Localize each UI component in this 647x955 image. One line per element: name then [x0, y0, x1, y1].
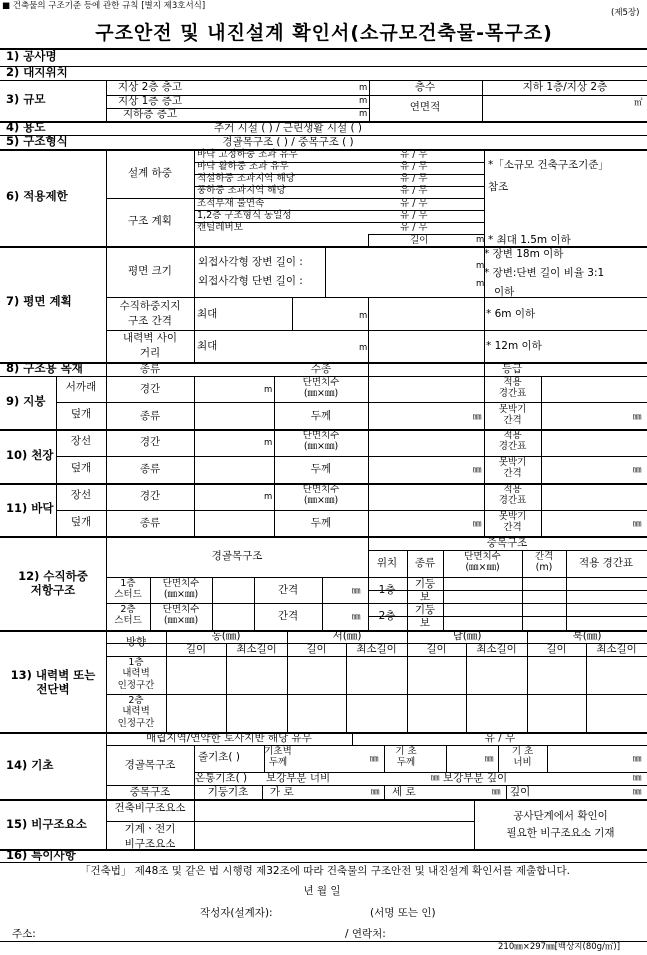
limit-row-yesno[interactable]: 유 / 무 — [400, 173, 428, 184]
total-area-label: 연면적 — [409, 101, 441, 113]
nonstructural-note: 공사단계에서 확인이 필요한 비구조요소 기재 — [506, 810, 615, 839]
min-length-header: 최소길이 — [236, 643, 277, 655]
above1-height-label: 지상 1층 층고 — [117, 95, 183, 107]
min-length-header: 최소길이 — [596, 643, 637, 655]
east-header: 동(㎜) — [211, 630, 241, 642]
divider — [325, 246, 326, 297]
section-floor-label: 11) 바닥 — [6, 501, 54, 515]
limit-row-label: 풍하중 조과지역 해당 — [197, 185, 286, 196]
divider — [106, 732, 107, 799]
limit-row-yesno[interactable]: 유 / 무 — [400, 210, 428, 221]
unit-mm: ㎜ — [633, 754, 642, 764]
section-use-label: 4) 용도 — [6, 120, 46, 134]
divider — [407, 550, 408, 630]
divider — [106, 785, 647, 786]
divider — [446, 745, 447, 772]
divider — [0, 799, 647, 801]
limit-note-1: *「소규모 건축구조기준」 — [488, 159, 609, 171]
divider — [56, 402, 647, 403]
unit-m: m — [359, 96, 368, 106]
limit-row-yesno[interactable]: 유 / 무 — [400, 149, 428, 160]
floor2-label: 2층 — [378, 610, 396, 622]
limit-row-yesno[interactable]: 유 / 무 — [400, 185, 428, 196]
stud1-label: 1층 스터드 — [114, 578, 142, 601]
section-size-label: 단면치수 (㎜×㎜) — [302, 377, 340, 400]
divider — [368, 234, 369, 246]
section-foundation-label: 14) 기초 — [6, 758, 54, 772]
unit-mm: ㎜ — [485, 754, 494, 764]
unit-mm: ㎜ — [492, 787, 501, 797]
soft-soil-label: 매립지역/연약한 토사지반 해당 유무 — [146, 732, 312, 744]
heavy-timber-foundation-label: 중목구조 — [129, 786, 171, 798]
unit-m: m — [359, 83, 368, 93]
divider — [368, 536, 369, 630]
unit-m: m — [264, 438, 273, 448]
stud2-section-label: 단면치수 (㎜×㎜) — [162, 604, 200, 627]
thickness-label: 두께 — [310, 517, 332, 529]
floor-joist-label: 장선 — [70, 489, 92, 501]
floor-cover-label: 덮개 — [70, 516, 92, 528]
divider — [0, 732, 647, 734]
applied-span-label: 적용 경간표 — [498, 484, 527, 507]
unit-mm: ㎜ — [633, 773, 642, 783]
section-plan-label: 7) 평면 계획 — [6, 294, 72, 308]
divider — [254, 577, 255, 630]
divider — [194, 772, 647, 773]
length-header: 길이 — [306, 643, 327, 655]
unit-m: m — [476, 279, 485, 289]
stud2-label: 2층 스터드 — [114, 604, 142, 627]
west-header: 서(㎜) — [332, 630, 362, 642]
beam-label: 보 — [419, 591, 431, 603]
section-site-location-label: 2) 대지위치 — [6, 65, 68, 79]
beam-label: 보 — [419, 617, 431, 629]
unit-mm: ㎜ — [371, 787, 380, 797]
type-header: 종류 — [414, 557, 436, 569]
wall-thickness-label: 기초벽 두께 — [264, 746, 292, 769]
nail-spacing-label: 못박기 간격 — [498, 511, 527, 534]
reinforce-depth-label: 보강부분 깊이 — [443, 772, 508, 784]
submission-statement: 「건축법」 제48조 및 같은 법 시행령 제32조에 따라 건축물의 구조안전 및 내진설계 확인서를 제출합니다. — [79, 865, 571, 877]
divider — [106, 80, 107, 121]
unit-mm: ㎜ — [352, 612, 361, 622]
spacing-m-header: 간격 (m) — [534, 551, 554, 574]
light-frame-label: 경골목구조 — [211, 550, 263, 562]
type-label: 종류 — [139, 410, 161, 422]
section-lumber-label: 8) 구조용 목재 — [6, 361, 83, 375]
south-header: 남(㎜) — [452, 630, 482, 642]
divider — [541, 376, 542, 536]
unit-m: m — [264, 492, 273, 502]
limit-row-label: 적설하중 조과지역 해당 — [197, 173, 295, 184]
short-side-label: 외접사각형 단변 길이 : — [198, 275, 303, 287]
section-size-label: 단면치수 (㎜×㎜) — [302, 484, 340, 507]
divider — [0, 630, 647, 632]
author-label: 작성자(설계자): — [200, 907, 273, 919]
depth-label: 깊이 — [510, 786, 531, 798]
light-frame-foundation-label: 경골목구조 — [124, 759, 176, 771]
lumber-type-header: 종류 — [139, 363, 161, 375]
limit-row-yesno[interactable]: 유 / 무 — [400, 198, 428, 209]
divider — [106, 95, 647, 96]
applied-span-label: 적용 경간표 — [498, 377, 527, 400]
span-label: 경간 — [139, 490, 161, 502]
unit-m: m — [264, 385, 273, 395]
limit-row-label: 바닥 고정하중 조과 유무 — [197, 149, 298, 160]
divider — [482, 80, 483, 121]
limit-row-label: 바닥 활하중 조과 유무 — [197, 161, 289, 172]
divider — [194, 799, 195, 849]
floors-value: 지하 1층/지상 2층 — [522, 81, 608, 93]
divider — [368, 362, 369, 536]
stud1-section-label: 단면치수 (㎜×㎜) — [162, 578, 200, 601]
length-header: 길이 — [546, 643, 567, 655]
footing-width-label: 기 초 너비 — [511, 746, 534, 769]
structural-plan-label: 구조 계획 — [128, 215, 172, 227]
section-vertical-load-label: 12) 수직하중 저항구조 — [18, 569, 88, 598]
lumber-species-header: 수종 — [310, 363, 332, 375]
unit-m: m — [476, 235, 485, 245]
vertical-spacing-label: 수직하중지지 구조 간격 — [119, 300, 181, 328]
limit-row-yesno[interactable]: 유 / 무 — [400, 161, 428, 172]
wall-spacing-label: 내력벽 사이 거리 — [122, 332, 178, 360]
stud1-spacing-label: 간격 — [277, 584, 299, 596]
divider — [506, 785, 507, 799]
length-header: 길이 — [426, 643, 447, 655]
divider — [56, 510, 647, 511]
plan-note-ratio-2: 이하 — [494, 286, 515, 298]
arch-nonstructural-label: 건축비구조요소 — [114, 802, 186, 814]
basement-height-label: 지하층 층고 — [122, 108, 178, 120]
divider — [0, 149, 647, 151]
type-label: 종류 — [139, 517, 161, 529]
divider — [547, 745, 548, 772]
thickness-label: 두께 — [310, 410, 332, 422]
divider — [194, 376, 195, 536]
thickness-label: 두께 — [310, 463, 332, 475]
contact-label: / 연락처: — [345, 928, 386, 940]
limit-row-label: 캔틸레버보 — [197, 222, 243, 233]
direction-label: 방향 — [125, 636, 147, 648]
plan-note-long: * 장변 18m 이하 — [484, 248, 564, 260]
north-header: 북(㎜) — [572, 630, 602, 642]
limit-row-label: 조적부재 불연속 — [197, 198, 265, 209]
section-structure-type-label: 5) 구조형식 — [6, 134, 68, 148]
divider — [56, 456, 647, 457]
ceiling-joist-label: 장선 — [70, 435, 92, 447]
section-ceiling-label: 10) 천장 — [6, 448, 54, 462]
unit-mm: ㎜ — [633, 519, 642, 529]
limit-row-yesno[interactable]: 유 / 무 — [400, 222, 428, 233]
divider — [384, 785, 385, 799]
divider — [566, 550, 567, 630]
design-load-label: 설계 하중 — [128, 167, 172, 179]
plan-note-12m: * 12m 이하 — [486, 340, 542, 352]
divider — [106, 362, 107, 536]
divider — [226, 643, 227, 732]
above2-height-label: 지상 2층 층고 — [117, 81, 183, 93]
floors-label: 층수 — [414, 81, 436, 93]
divider — [262, 785, 263, 799]
unit-m2: ㎡ — [634, 98, 643, 108]
span-label: 경간 — [139, 436, 161, 448]
divider — [0, 66, 647, 67]
paper-spec: 210㎜×297㎜[백상지(80g/㎡)] — [498, 942, 621, 952]
section-bearing-wall-label: 13) 내력벽 또는 전단벽 — [10, 668, 96, 697]
divider — [292, 297, 293, 330]
section-size-label: 단면치수 (㎜×㎜) — [302, 430, 340, 453]
nail-spacing-label: 못박기 간격 — [498, 457, 527, 480]
limit-row-label: 1,2층 구조형식 동일성 — [197, 210, 292, 221]
unit-m: m — [359, 109, 368, 119]
unit-m: m — [476, 261, 485, 271]
divider — [322, 577, 323, 630]
unit-m: m — [359, 311, 368, 321]
page-label: (제5장) — [611, 8, 640, 18]
use-options[interactable]: 주거 시설 ( ) / 근린생활 시설 ( ) — [213, 122, 363, 134]
divider — [484, 149, 485, 246]
long-side-label: 외접사각형 장변 길이 : — [198, 256, 303, 268]
vertical-label: 세 로 — [392, 786, 416, 798]
signature-label[interactable]: (서명 또는 인) — [370, 907, 436, 919]
section-project-name-label: 1) 공사명 — [6, 49, 57, 63]
structure-type-options[interactable]: 경골목구조 ( ) / 중목구조 ( ) — [222, 136, 354, 148]
limit-note-3: * 최대 1.5m 이하 — [488, 234, 571, 246]
unit-mm: ㎜ — [431, 773, 440, 783]
divider — [346, 643, 347, 732]
plan-note-ratio: * 장변:단변 길이 비율 3:1 — [484, 267, 605, 279]
plan-size-label: 평면 크기 — [128, 265, 172, 277]
section-limits-label: 6) 적용제한 — [6, 189, 68, 203]
type-label: 종류 — [139, 463, 161, 475]
unit-m: m — [359, 343, 368, 353]
unit-mm: ㎜ — [370, 754, 379, 764]
mat-footing-label[interactable]: 온통기초( ) — [195, 772, 248, 784]
divider — [106, 694, 647, 695]
ceiling-cover-label: 덮개 — [70, 462, 92, 474]
divider — [274, 376, 275, 536]
reinforce-width-label: 보강부분 너비 — [266, 772, 331, 784]
section-remarks-label: 16) 특이사항 — [6, 848, 76, 862]
unit-mm: ㎜ — [352, 586, 361, 596]
max-label: 최대 — [197, 308, 218, 320]
position-header: 위치 — [376, 557, 398, 569]
applied-span-label: 적용 경간표 — [498, 430, 527, 453]
unit-mm: ㎜ — [473, 519, 482, 529]
section-roof-label: 9) 지붕 — [6, 394, 46, 408]
date-line[interactable]: 년 월 일 — [303, 885, 341, 897]
max-label: 최대 — [197, 340, 218, 352]
heavy-timber-label: 중목구조 — [486, 537, 528, 549]
section-scale-label: 3) 규모 — [6, 92, 46, 106]
divider — [212, 577, 213, 630]
divider — [194, 149, 195, 362]
column-label: 기둥 — [414, 578, 436, 590]
divider — [586, 643, 587, 732]
unit-mm: ㎜ — [473, 465, 482, 475]
page-title: 구조안전 및 내진설계 확인서(소규모건축물-목구조) — [95, 22, 553, 44]
unit-mm: ㎜ — [633, 465, 642, 475]
zone2-label: 2층 내력벽 인정구간 — [117, 695, 155, 729]
divider — [368, 590, 647, 591]
min-length-header: 최소길이 — [356, 643, 397, 655]
divider — [106, 297, 647, 298]
length-header: 길이 — [185, 643, 207, 655]
post-footing-label: 기둥기초 — [207, 786, 249, 798]
floor1-label: 1층 — [378, 584, 396, 596]
divider — [466, 643, 467, 732]
unit-mm: ㎜ — [633, 412, 642, 422]
limit-note-2: 참조 — [488, 181, 509, 193]
section-size-header: 단면치수 (㎜×㎜) — [464, 551, 501, 574]
zone1-label: 1층 내력벽 인정구간 — [117, 657, 155, 691]
roof-cover-label: 덮개 — [70, 408, 92, 420]
mep-nonstructural-label: 기계ㆍ전기 비구조요소 — [124, 823, 176, 850]
divider — [0, 862, 647, 863]
strip-footing-label[interactable]: 줄기초( ) — [198, 751, 240, 763]
rafter-label: 서까래 — [65, 381, 97, 393]
address-label: 주소: — [12, 928, 36, 940]
divider — [106, 745, 647, 746]
plan-note-6m: * 6m 이하 — [486, 308, 536, 320]
column-label: 기둥 — [414, 604, 436, 616]
applied-span-header: 적용 경간표 — [578, 557, 634, 569]
section-nonstructural-label: 15) 비구조요소 — [6, 817, 87, 831]
min-length-header: 최소길이 — [476, 643, 517, 655]
divider — [368, 616, 647, 617]
divider — [0, 536, 647, 538]
nail-spacing-label: 못박기 간격 — [498, 404, 527, 427]
divider — [369, 80, 370, 121]
divider — [0, 48, 647, 50]
soft-soil-yesno[interactable]: 유 / 무 — [484, 732, 516, 744]
divider — [56, 376, 57, 536]
form-rule-label: ■ 건축물의 구조기준 등에 관한 규칙 [별지 제3호서식] — [2, 1, 206, 11]
divider — [0, 849, 647, 851]
cantilever-length-label: 길이 — [410, 235, 429, 246]
divider — [106, 656, 647, 657]
unit-mm: ㎜ — [473, 412, 482, 422]
lumber-grade-header: 등급 — [501, 363, 523, 375]
footing-thickness-label: 기 초 두께 — [395, 746, 417, 769]
span-label: 경간 — [139, 383, 161, 395]
horizontal-label: 가 로 — [270, 786, 294, 798]
divider — [352, 732, 353, 745]
divider — [368, 297, 369, 362]
stud2-spacing-label: 간격 — [277, 610, 299, 622]
unit-mm: ㎜ — [633, 787, 642, 797]
